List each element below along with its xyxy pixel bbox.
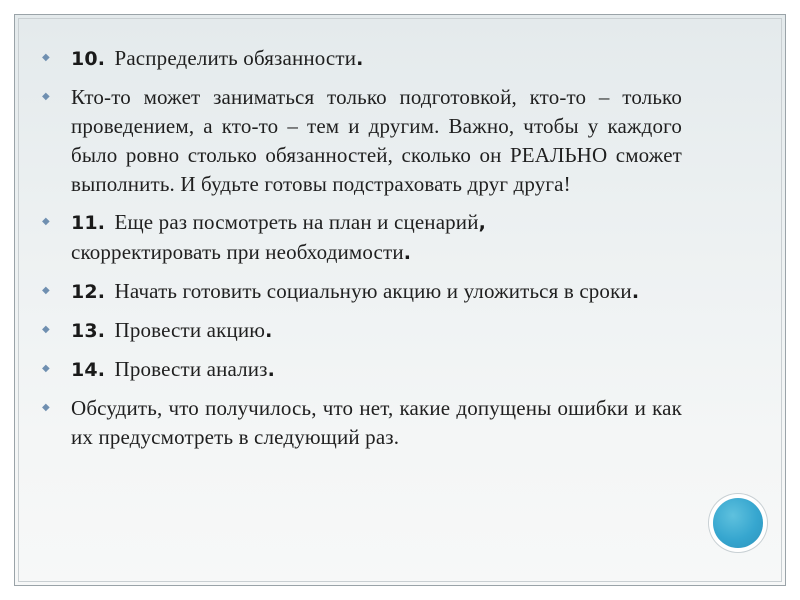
item-punct: . [631,281,640,303]
item-number: 11. [71,212,106,234]
list-item-discuss [42,394,682,452]
bullet-icon: ◆ [42,402,50,413]
bullet-icon: ◆ [42,216,50,227]
item-punct: . [403,242,412,264]
item-punct: . [265,320,273,342]
item-number: 13. [71,320,106,342]
list-item-10 [42,44,682,74]
item-text: Провести акцию [109,318,266,342]
item-punct: , [478,212,486,234]
item-number: 14. [71,359,106,381]
item-text: Кто-то может заниматься только подготовкой, кто-то – только проведением, а кто-то – тем и другим. Важно, чтобы у каждого было ровно столько обязанностей, сколько он РЕАЛЬНО сможет выполнить. И будьте готовы подстраховать друг друга! [71,85,682,196]
decorative-circle [713,498,763,548]
item-number: 10. [71,48,106,70]
bullet-icon: ◆ [42,324,50,335]
item-text: Обсудить, что получилось, что нет, какие допущены ошибки и как их предусмотреть в следующий раз. [71,396,682,449]
list-item-13 [42,316,682,346]
list-item-12 [42,277,682,307]
item-punct: . [267,359,275,381]
item-text: Провести анализ [109,357,268,381]
bullet-icon: ◆ [42,363,50,374]
item-punct: . [356,48,364,70]
list-item-duties-detail [42,83,682,199]
item-text: Распределить обязанности [109,46,357,70]
list-item-11 [42,208,682,268]
bullet-icon: ◆ [42,52,50,63]
list-item-14 [42,355,682,385]
item-text: Еще раз посмотреть на план и сценарий [109,210,479,234]
item-number: 12. [71,281,106,303]
bullet-icon: ◆ [42,285,50,296]
bullet-icon: ◆ [42,91,50,102]
slide-content [42,44,682,461]
item-text: Начать готовить социальную акцию и уложиться в сроки [109,279,632,303]
item-text-continued: скорректировать при необходимости [71,240,404,264]
